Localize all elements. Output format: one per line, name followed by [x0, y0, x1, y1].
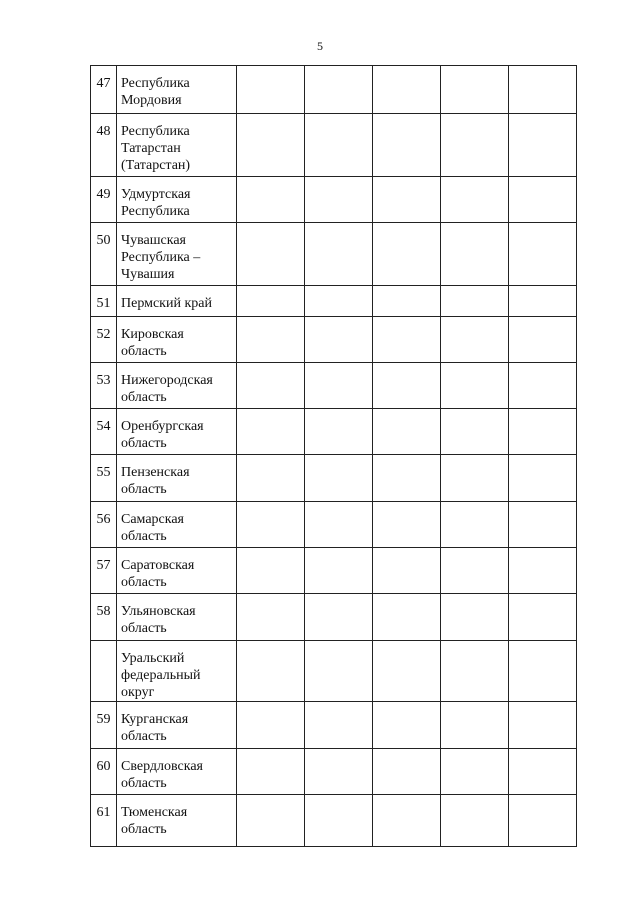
region-name: Уральский федеральный округ [117, 641, 237, 702]
page-number: 5 [317, 39, 323, 53]
empty-cell [305, 641, 373, 702]
empty-cell [441, 317, 509, 363]
table-row [91, 363, 577, 409]
table-body [91, 66, 577, 847]
region-name: Самарская область [117, 502, 237, 548]
row-number: 52 [91, 317, 117, 363]
empty-cell [373, 317, 441, 363]
region-name: Свердловская область [117, 749, 237, 795]
empty-cell [305, 502, 373, 548]
empty-cell [237, 286, 305, 317]
empty-cell [441, 177, 509, 223]
row-number: 58 [91, 594, 117, 641]
empty-cell [237, 363, 305, 409]
table-row [91, 502, 577, 548]
region-name: Оренбургская область [117, 409, 237, 455]
table-row [91, 409, 577, 455]
empty-cell [441, 594, 509, 641]
empty-cell [373, 795, 441, 847]
empty-cell [237, 66, 305, 114]
empty-cell [441, 363, 509, 409]
empty-cell [373, 409, 441, 455]
row-number: 54 [91, 409, 117, 455]
region-name: Тюменская область [117, 795, 237, 847]
row-number: 60 [91, 749, 117, 795]
empty-cell [373, 66, 441, 114]
empty-cell [305, 363, 373, 409]
empty-cell [373, 641, 441, 702]
table-row [91, 177, 577, 223]
empty-cell [373, 749, 441, 795]
empty-cell [509, 66, 577, 114]
region-name: Курганская область [117, 702, 237, 749]
empty-cell [237, 317, 305, 363]
empty-cell [305, 286, 373, 317]
empty-cell [373, 363, 441, 409]
empty-cell [509, 641, 577, 702]
empty-cell [441, 223, 509, 286]
empty-cell [237, 455, 305, 502]
empty-cell [237, 641, 305, 702]
empty-cell [509, 749, 577, 795]
row-number: 47 [91, 66, 117, 114]
region-name: Чувашская Республика – Чувашия [117, 223, 237, 286]
region-name: Республика Татарстан (Татарстан) [117, 114, 237, 177]
row-number [91, 641, 117, 702]
empty-cell [237, 702, 305, 749]
row-number: 48 [91, 114, 117, 177]
empty-cell [509, 317, 577, 363]
empty-cell [441, 749, 509, 795]
empty-cell [305, 114, 373, 177]
empty-cell [237, 177, 305, 223]
empty-cell [373, 702, 441, 749]
empty-cell [509, 363, 577, 409]
table-row [91, 455, 577, 502]
empty-cell [441, 548, 509, 594]
empty-cell [237, 795, 305, 847]
table-row [91, 548, 577, 594]
empty-cell [237, 502, 305, 548]
empty-cell [441, 641, 509, 702]
table-row [91, 114, 577, 177]
table-row [91, 795, 577, 847]
empty-cell [237, 223, 305, 286]
empty-cell [373, 114, 441, 177]
empty-cell [509, 409, 577, 455]
empty-cell [509, 548, 577, 594]
empty-cell [441, 502, 509, 548]
empty-cell [237, 594, 305, 641]
region-name: Республика Мордовия [117, 66, 237, 114]
empty-cell [441, 795, 509, 847]
regions-table [90, 65, 577, 847]
empty-cell [441, 286, 509, 317]
table-row [91, 66, 577, 114]
row-number: 53 [91, 363, 117, 409]
row-number: 61 [91, 795, 117, 847]
empty-cell [305, 795, 373, 847]
table-row [91, 286, 577, 317]
row-number: 55 [91, 455, 117, 502]
empty-cell [373, 594, 441, 641]
row-number: 51 [91, 286, 117, 317]
empty-cell [305, 177, 373, 223]
region-name: Удмуртская Республика [117, 177, 237, 223]
empty-cell [441, 66, 509, 114]
table-row [91, 749, 577, 795]
row-number: 59 [91, 702, 117, 749]
empty-cell [373, 548, 441, 594]
table-row [91, 702, 577, 749]
empty-cell [237, 749, 305, 795]
empty-cell [237, 114, 305, 177]
region-name: Нижегородская область [117, 363, 237, 409]
empty-cell [509, 223, 577, 286]
empty-cell [441, 114, 509, 177]
empty-cell [509, 455, 577, 502]
empty-cell [373, 177, 441, 223]
empty-cell [373, 502, 441, 548]
empty-cell [305, 317, 373, 363]
table-row [91, 641, 577, 702]
empty-cell [305, 702, 373, 749]
region-name: Ульяновская область [117, 594, 237, 641]
region-name: Пермский край [117, 286, 237, 317]
empty-cell [509, 114, 577, 177]
table-row [91, 594, 577, 641]
region-name: Пензенская область [117, 455, 237, 502]
empty-cell [305, 749, 373, 795]
empty-cell [509, 702, 577, 749]
empty-cell [509, 502, 577, 548]
empty-cell [373, 455, 441, 502]
empty-cell [509, 594, 577, 641]
empty-cell [509, 286, 577, 317]
empty-cell [373, 286, 441, 317]
empty-cell [305, 455, 373, 502]
row-number: 49 [91, 177, 117, 223]
row-number: 56 [91, 502, 117, 548]
empty-cell [305, 594, 373, 641]
empty-cell [441, 455, 509, 502]
empty-cell [441, 702, 509, 749]
region-name: Кировская область [117, 317, 237, 363]
empty-cell [509, 177, 577, 223]
empty-cell [237, 409, 305, 455]
empty-cell [441, 409, 509, 455]
region-name: Саратовская область [117, 548, 237, 594]
empty-cell [305, 409, 373, 455]
empty-cell [305, 223, 373, 286]
empty-cell [373, 223, 441, 286]
empty-cell [305, 66, 373, 114]
row-number: 50 [91, 223, 117, 286]
table-row [91, 223, 577, 286]
table-row [91, 317, 577, 363]
row-number: 57 [91, 548, 117, 594]
empty-cell [305, 548, 373, 594]
empty-cell [509, 795, 577, 847]
empty-cell [237, 548, 305, 594]
